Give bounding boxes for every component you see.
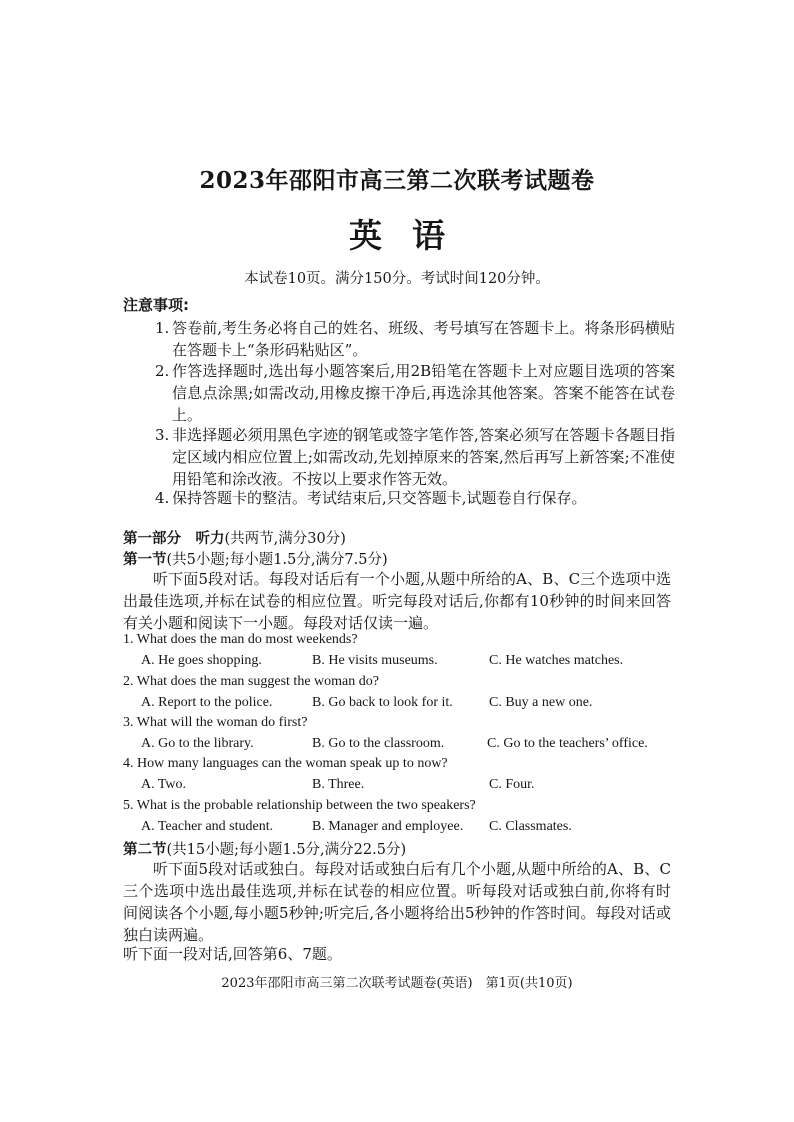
option-c: C. Four. xyxy=(489,777,535,792)
notes-heading: 注意事项: xyxy=(123,296,189,314)
part-one-label: 第一部分 听力 xyxy=(123,531,225,547)
section-two-info: (共15小题;每小题1.5分,满分22.5分) xyxy=(166,842,407,858)
section-two-heading xyxy=(123,838,406,859)
note-text: 作答选择题时,选出每小题答案后,用2B铅笔在答题卡上对应题目选项的答案信息点涂黑;如需改动,用橡皮擦干净后,再选涂其他答案。答案不能答在试卷上。 xyxy=(172,362,675,424)
exam-title: 2023年邵阳市高三第二次联考试题卷 xyxy=(199,167,595,194)
option-a: A. Go to the library. xyxy=(141,736,254,751)
option-b: B. Manager and employee. xyxy=(312,819,464,834)
section-two-next-prompt: 听下面一段对话,回答第6、7题。 xyxy=(123,945,342,963)
option-c: C. Classmates. xyxy=(489,819,572,834)
option-b: B. Go to the classroom. xyxy=(312,736,445,751)
question-stem: 3. What will the woman do first? xyxy=(123,715,308,730)
option-b: B. Three. xyxy=(312,777,365,792)
option-a: A. Report to the police. xyxy=(141,695,273,710)
page-footer: 2023年邵阳市高三第二次联考试题卷(英语) 第1页(共10页) xyxy=(221,976,573,991)
note-item xyxy=(155,424,675,490)
note-text: 保持答题卡的整洁。考试结束后,只交答题卡,试题卷自行保存。 xyxy=(172,489,587,507)
section-one-heading xyxy=(123,548,388,569)
note-text: 非选择题必须用黑色字迹的钢笔或签字笔作答,答案必须写在答题卡各题目指定区域内相应位置上;如需改动,先划掉原来的答案,然后再写上新答案;不准使用铅笔和涂改液。不按以上要求作答无效。 xyxy=(172,426,675,488)
exam-meta: 本试卷10页。满分150分。考试时间120分钟。 xyxy=(244,271,550,287)
note-text: 答卷前,考生务必将自己的姓名、班级、考号填写在答题卡上。将条形码横贴在答题卡上“条形码粘贴区”。 xyxy=(172,319,675,359)
note-item xyxy=(155,487,675,509)
option-a: A. Teacher and student. xyxy=(141,819,274,834)
section-two-label: 第二节 xyxy=(123,842,167,858)
question-stem: 5. What is the probable relationship between the two speakers? xyxy=(123,798,476,813)
section-one-label: 第一节 xyxy=(123,552,167,568)
option-a: A. Two. xyxy=(141,777,187,792)
note-number: 4. xyxy=(155,489,170,507)
note-item xyxy=(155,317,675,361)
section-one-info: (共5小题;每小题1.5分,满分7.5分) xyxy=(166,552,388,568)
option-b: B. He visits museums. xyxy=(312,653,438,668)
part-one-heading xyxy=(123,527,346,548)
subject-title: 英语 xyxy=(349,216,475,255)
note-number: 2. xyxy=(155,362,170,380)
option-c: C. Buy a new one. xyxy=(489,695,593,710)
note-number: 3. xyxy=(155,426,170,444)
option-b: B. Go back to look for it. xyxy=(312,695,453,710)
note-number: 1. xyxy=(155,319,170,337)
option-c: C. He watches matches. xyxy=(489,653,624,668)
note-item xyxy=(155,360,675,426)
section-two-instructions: 听下面5段对话或独白。每段对话或独白后有几个小题,从题中所给的A、B、C三个选项中选出最佳选项,并标在试卷的相应位置。听每段对话或独白前,你将有时间阅读各个小题,每小题5秒钟;听完后,各小题将给出5秒钟的作答时间。每段对话或独白读两遍。 xyxy=(123,860,671,944)
section-one-instructions: 听下面5段对话。每段对话后有一个小题,从题中所给的A、B、C三个选项中选出最佳选项,并标在试卷的相应位置。听完每段对话后,你都有10秒钟的时间来回答有关小题和阅读下一小题。每段对话仅读一遍。 xyxy=(123,570,671,632)
option-c: C. Go to the teachers’ office. xyxy=(487,736,648,751)
question-stem: 4. How many languages can the woman speak up to now? xyxy=(123,756,448,771)
part-one-info: (共两节,满分30分) xyxy=(224,531,346,547)
question-stem: 1. What does the man do most weekends? xyxy=(123,632,358,647)
question-stem: 2. What does the man suggest the woman do? xyxy=(123,674,379,689)
option-a: A. He goes shopping. xyxy=(141,653,262,668)
